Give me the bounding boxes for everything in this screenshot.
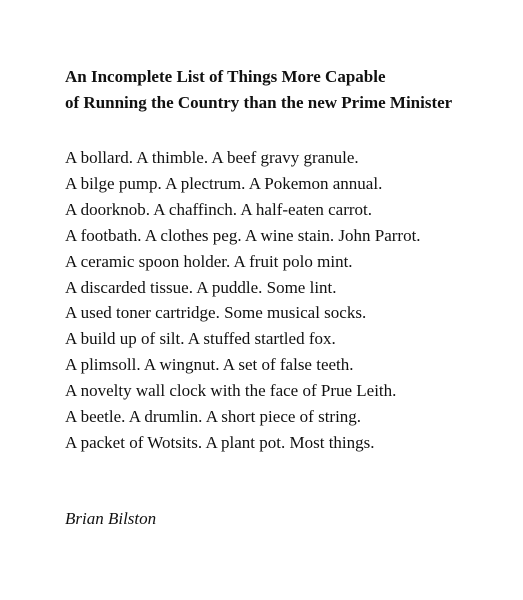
poem-line: A novelty wall clock with the face of Prue Leith. (65, 381, 397, 401)
poem-line: A build up of silt. A stuffed startled fox. (65, 329, 336, 349)
poem-title-line-2: of Running the Country than the new Prime Minister (65, 93, 453, 112)
poem-line: A discarded tissue. A puddle. Some lint. (65, 277, 337, 297)
poem-line: A footbath. A clothes peg. A wine stain. John Parrot. (65, 225, 421, 245)
poem-line: A plimsoll. A wingnut. A set of false teeth. (65, 355, 354, 375)
poem-line: A bollard. A thimble. A beef gravy granule. (65, 148, 359, 167)
poem-line: A packet of Wotsits. A plant pot. Most things. (65, 432, 375, 452)
poem-title-line-1: An Incomplete List of Things More Capable (65, 67, 386, 86)
poem-body (65, 145, 515, 456)
poem-line: A doorknob. A chaffinch. A half-eaten carrot. (65, 199, 373, 219)
poem-line: A beetle. A drumlin. A short piece of string. (65, 407, 362, 427)
poem-line: A bilge pump. A plectrum. A Pokemon annual. (65, 173, 383, 193)
poem-title (65, 64, 515, 116)
poem-line: A ceramic spoon holder. A fruit polo mint. (65, 251, 353, 271)
poem-author: Brian Bilston (65, 509, 157, 528)
poem-line: A used toner cartridge. Some musical socks. (65, 303, 367, 323)
